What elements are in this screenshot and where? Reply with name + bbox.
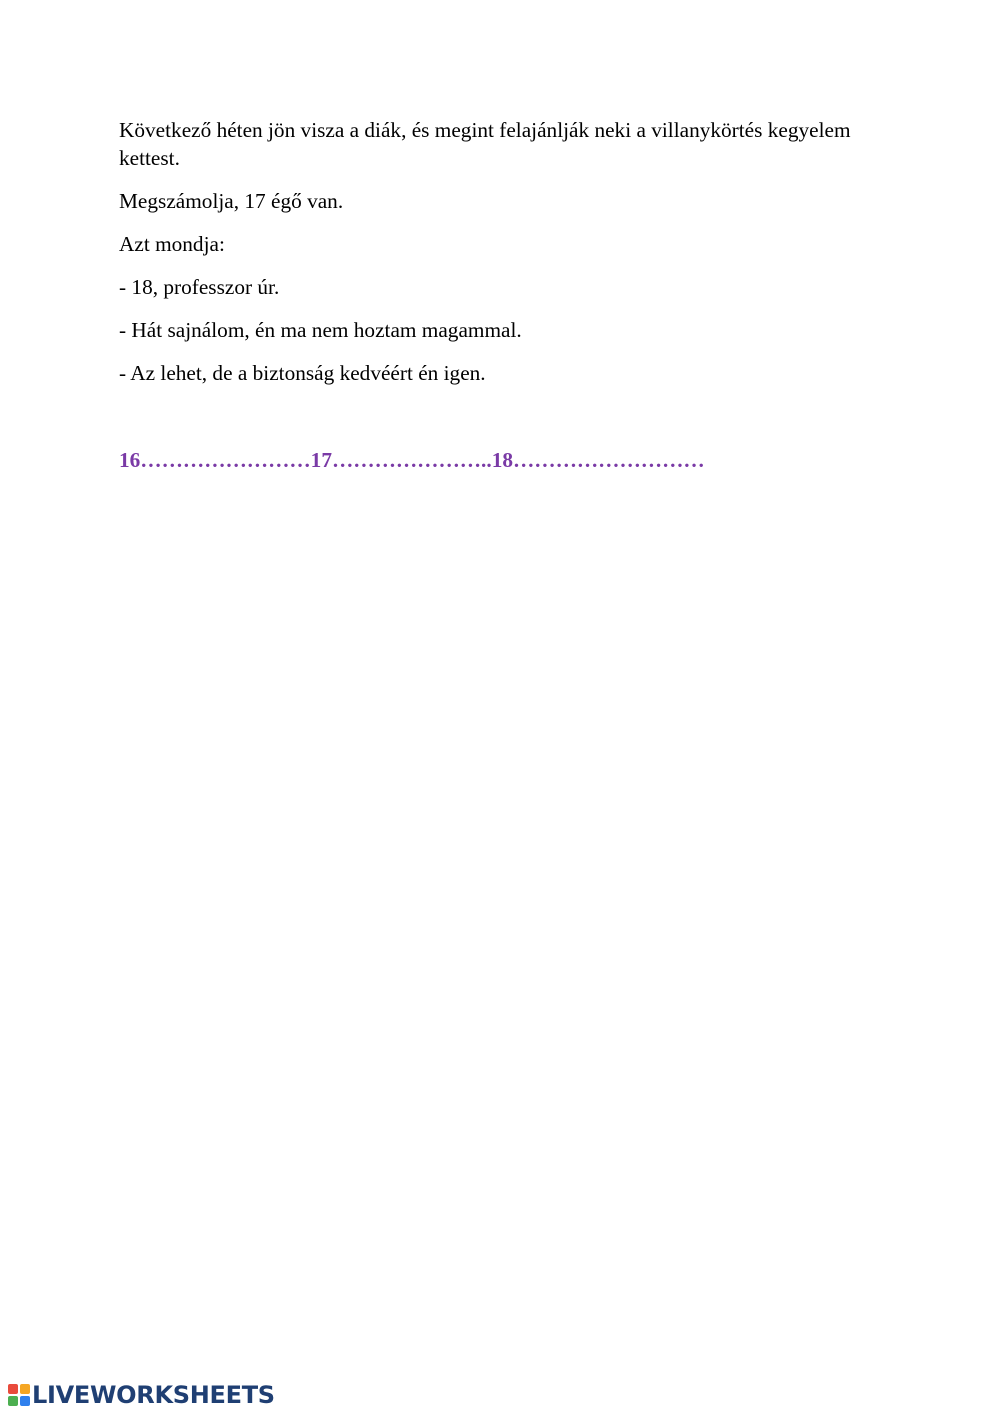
logo-text: LIVEWORKSHEETS (32, 1381, 275, 1409)
paragraph-4: - 18, professzor úr. (119, 275, 280, 299)
document-body (119, 116, 859, 402)
paragraph-6: - Az lehet, de a biztonság kedvéért én igen. (119, 361, 486, 385)
liveworksheets-logo-icon (8, 1384, 30, 1406)
logo-square-green (8, 1396, 18, 1406)
paragraph-3: Azt mondja: (119, 232, 225, 256)
answer-choices-line: 16……………………17…………………..18……………………… (119, 448, 705, 472)
paragraph-2: Megszámolja, 17 égő van. (119, 189, 344, 213)
logo-square-red (8, 1384, 18, 1394)
paragraph-1: Következő héten jön visza a diák, és megint felajánlják neki a villanykörtés kegyelem kettest. (119, 118, 851, 170)
logo-square-blue (20, 1396, 30, 1406)
paragraph-5: - Hát sajnálom, én ma nem hoztam magammal. (119, 318, 522, 342)
liveworksheets-logo (8, 1381, 275, 1409)
logo-square-orange (20, 1384, 30, 1394)
